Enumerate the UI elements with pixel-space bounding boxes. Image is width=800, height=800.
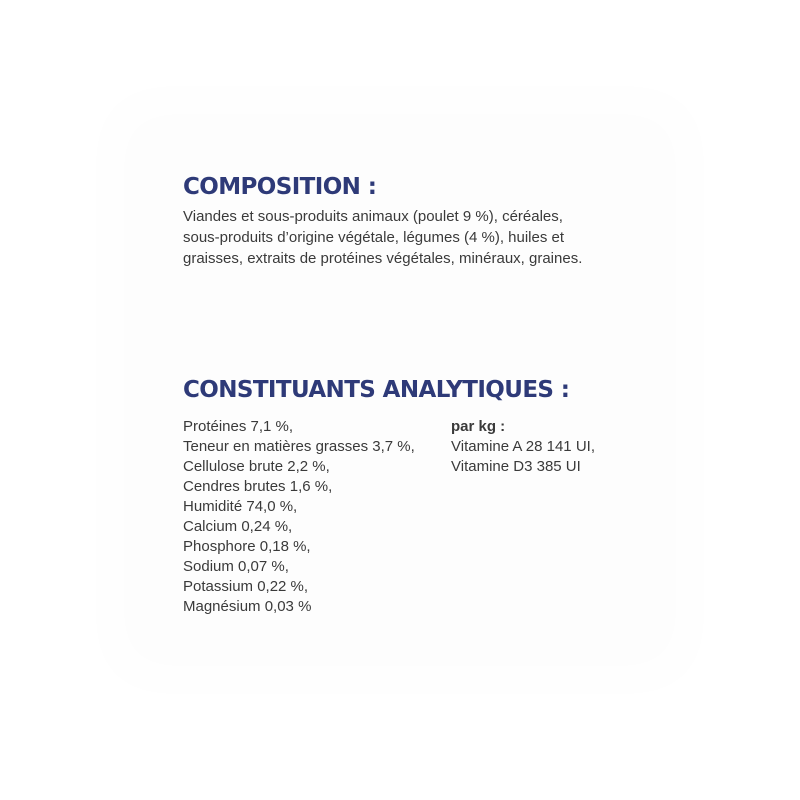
constituant-item: Cellulose brute 2,2 %, [183,458,330,475]
constituant-item: Phosphore 0,18 %, [183,538,311,555]
composition-text [183,206,623,269]
additives-list [451,417,595,477]
composition-line: graisses, extraits de protéines végétales, minéraux, graines. [183,250,583,267]
constituant-item: Calcium 0,24 %, [183,518,293,535]
constituant-item: Potassium 0,22 %, [183,578,309,595]
constituant-item: Teneur en matières grasses 3,7 %, [183,438,415,455]
constituant-item: Sodium 0,07 %, [183,558,289,575]
additives-label: par kg : [451,418,506,435]
additive-item: Vitamine A 28 141 UI, [451,438,595,455]
constituant-item: Protéines 7,1 %, [183,418,294,435]
constituant-item: Magnésium 0,03 % [183,598,312,615]
constituants-list [183,417,415,617]
constituants-heading: CONSTITUANTS ANALYTIQUES : [183,377,570,403]
constituant-item: Humidité 74,0 %, [183,498,298,515]
constituant-item: Cendres brutes 1,6 %, [183,478,333,495]
composition-line: sous-produits d’origine végétale, légumes (4 %), huiles et [183,229,565,246]
composition-line: Viandes et sous-produits animaux (poulet 9 %), céréales, [183,208,563,225]
composition-heading: COMPOSITION : [183,174,377,200]
additive-item: Vitamine D3 385 UI [451,458,581,475]
